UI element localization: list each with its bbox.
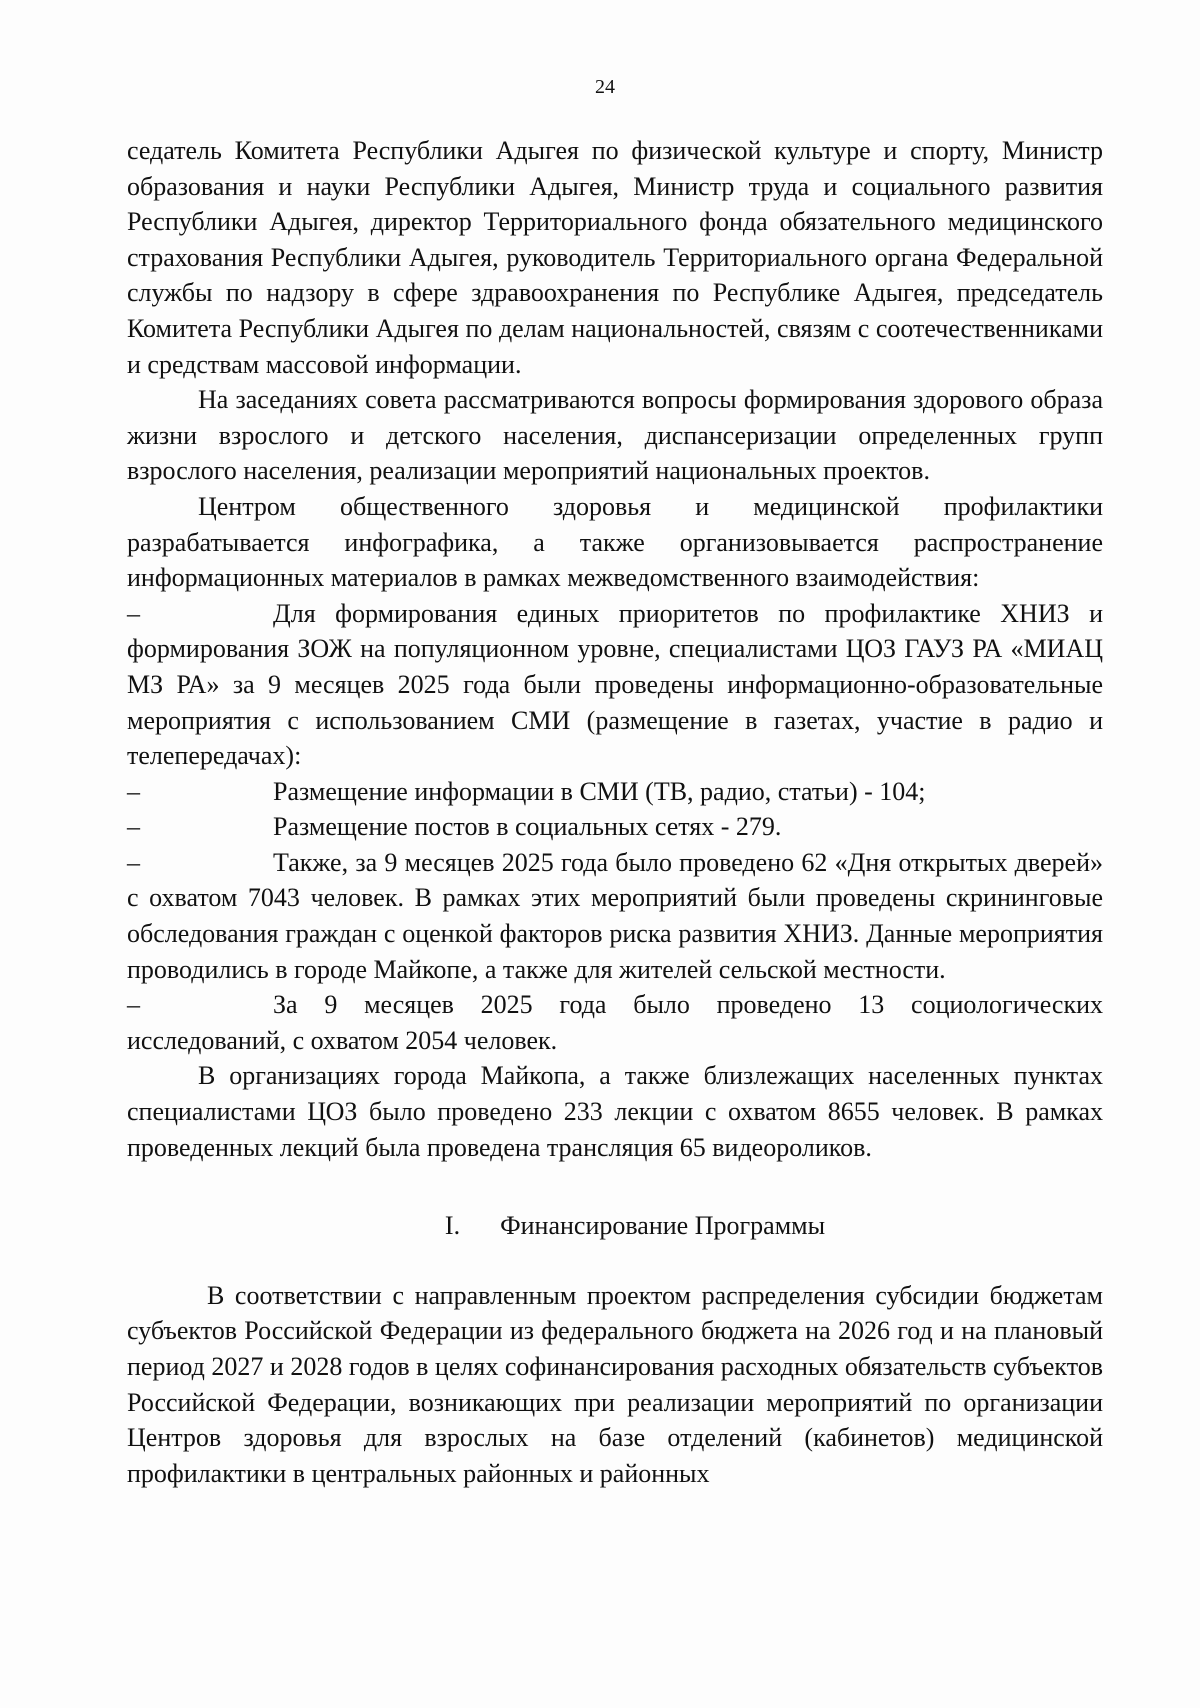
dash-marker: – [127, 990, 140, 1020]
dash-marker: – [127, 847, 140, 877]
paragraph-council-meetings: На заседаниях совета рассматриваются вопросы формирования здорового образа жизни взрослого и детского населения, диспансеризации определенных групп взрослого населения, реализации мероприятий национальных проектов. [127, 385, 1103, 486]
section-number: I. [444, 1211, 461, 1241]
list-item-text: Также, за 9 месяцев 2025 года было проведено 62 «Дня открытых дверей» с охватом 7043 человек. В рамках этих мероприятий были проведены скрининговые обследования граждан с оценкой факторов риска развития ХНИЗ. Данные мероприятия проводились в городе Майкопе, а также для жителей сельской местности. [127, 847, 1103, 984]
section-heading [127, 1208, 1103, 1244]
dash-marker: – [127, 776, 140, 806]
dash-marker: – [127, 812, 140, 842]
list-item-media-events [127, 596, 1103, 774]
paragraph-financing: В соответствии с направленным проектом распределения субсидии бюджетам субъектов Российской Федерации из федерального бюджета на 2026 год и на плановый период 2027 и 2028 годов в целях софинансирования расходных обязательств субъектов Российской Федерации, возникающих при реализации мероприятий по организации Центров здоровья для взрослых на базе отделений (кабинетов) медицинской профилактики в центральных районных и районных [127, 1280, 1103, 1488]
paragraph-infographics: Центром общественного здоровья и медицинской профилактики разрабатывается инфографика, а также организовывается распространение информационных материалов в рамках межведомственного взаимодействия: [127, 491, 1103, 593]
list-item-text: Для формирования единых приоритетов по профилактике ХНИЗ и формирования ЗОЖ на популяционном уровне, специалистами ЦОЗ ГАУЗ РА «МИАЦ МЗ РА» за 9 месяцев 2025 года были проведены информационно-образовательные мероприятия с использованием СМИ (размещение в газетах, участие в радио и телепередачах): [127, 598, 1103, 771]
list-item-text: Размещение постов в социальных сетях - 279. [273, 812, 782, 842]
list-item-sociological-studies [127, 987, 1103, 1058]
paragraph-lectures: В организациях города Майкопа, а также близлежащих населенных пунктах специалистами ЦОЗ было проведено 233 лекции с охватом 8655 человек. В рамках проведенных лекций была проведена трансляция 65 видеороликов. [127, 1061, 1103, 1162]
document-body [127, 133, 1103, 1491]
section-title: Финансирование Программы [500, 1211, 826, 1241]
list-item-text: Размещение информации в СМИ (ТВ, радио, статьи) - 104; [273, 776, 926, 806]
list-item-text: За 9 месяцев 2025 года было проведено 13 социологических исследований, с охватом 2054 человек. [127, 990, 1103, 1055]
page-number: 24 [595, 76, 615, 98]
list-item-open-days [127, 845, 1103, 987]
dash-marker: – [127, 598, 140, 628]
list-item-media-placements [127, 774, 1103, 810]
paragraph-council-members: седатель Комитета Республики Адыгея по физической культуре и спорту, Министр образования и науки Республики Адыгея, Министр труда и социального развития Республики Адыгея, директор Территориального фонда обязательного медицинского страхования Республики Адыгея, руководитель Территориального органа Федеральной службы по надзору в сфере здравоохранения по Республике Адыгея, председатель Комитета Республики Адыгея по делам национальностей, связям с соотечественниками и средствам массовой информации. [127, 136, 1103, 379]
list-item-social-posts [127, 809, 1103, 845]
